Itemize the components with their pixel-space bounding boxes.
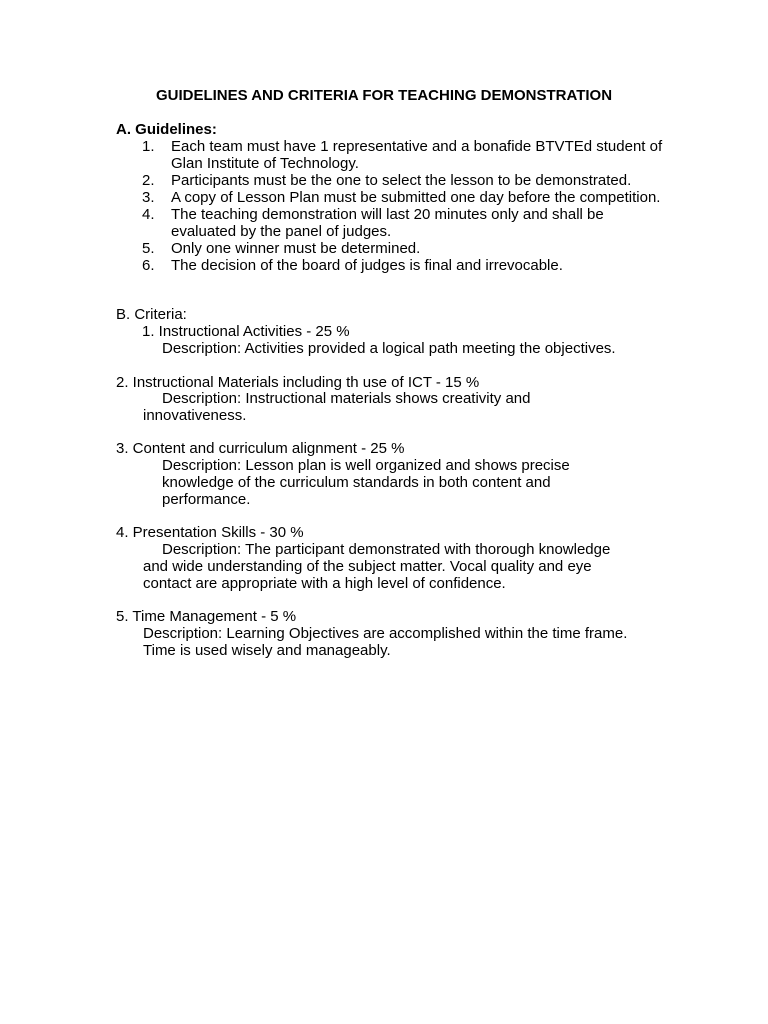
criterion-description [143, 541, 610, 592]
list-item [142, 172, 672, 189]
list-item-text: A copy of Lesson Plan must be submitted one day before the competition. [171, 189, 661, 206]
criteria-heading: B. Criteria: [116, 306, 187, 323]
criterion-description [162, 340, 616, 357]
list-item [142, 138, 672, 172]
list-item [142, 240, 672, 257]
guidelines-list [142, 138, 672, 274]
description-line: knowledge of the curriculum standards in both content and [162, 474, 551, 491]
list-item-number: 4. [142, 206, 155, 223]
list-item [142, 189, 672, 206]
list-item-text: Each team must have 1 representative and a bonafide BTVTEd student of Glan Institute of Technology. [171, 138, 663, 172]
list-item-text: The decision of the board of judges is final and irrevocable. [171, 257, 563, 274]
list-item-number: 2. [142, 172, 155, 189]
list-item [142, 257, 672, 274]
description-line: Description: Learning Objectives are accomplished within the time frame. [143, 625, 628, 642]
list-item-number: 5. [142, 240, 155, 257]
list-item-number: 6. [142, 257, 155, 274]
description-line: contact are appropriate with a high level of confidence. [143, 575, 506, 592]
description-line: Description: Activities provided a logical path meeting the objectives. [162, 340, 616, 357]
description-line: innovativeness. [143, 407, 247, 424]
criterion-title: 1. Instructional Activities - 25 % [142, 323, 350, 340]
criterion-description [143, 390, 530, 424]
list-item-text: Only one winner must be determined. [171, 240, 421, 257]
description-line: Time is used wisely and manageably. [143, 642, 391, 659]
list-item [142, 206, 672, 240]
criterion-description [143, 625, 627, 659]
description-line: Description: The participant demonstrated with thorough knowledge [162, 541, 611, 558]
description-line: Description: Lesson plan is well organized and shows precise [162, 457, 570, 474]
criterion-description [162, 457, 570, 508]
list-item-number: 1. [142, 138, 155, 155]
list-item-text: Participants must be the one to select the lesson to be demonstrated. [171, 172, 632, 189]
document-title: GUIDELINES AND CRITERIA FOR TEACHING DEMONSTRATION [155, 87, 613, 104]
criterion-title: 4. Presentation Skills - 30 % [116, 524, 304, 541]
list-item-text: The teaching demonstration will last 20 minutes only and shall be evaluated by the panel of judges. [171, 206, 604, 240]
description-line: and wide understanding of the subject matter. Vocal quality and eye [143, 558, 592, 575]
list-item-number: 3. [142, 189, 155, 206]
description-line: performance. [162, 491, 251, 508]
criterion-title: 3. Content and curriculum alignment - 25 % [116, 440, 405, 457]
criterion-title: 5. Time Management - 5 % [116, 608, 297, 625]
guidelines-heading: A. Guidelines: [116, 121, 217, 138]
criterion-title: 2. Instructional Materials including th use of ICT - 15 % [116, 374, 480, 391]
description-line: Description: Instructional materials shows creativity and [162, 390, 531, 407]
